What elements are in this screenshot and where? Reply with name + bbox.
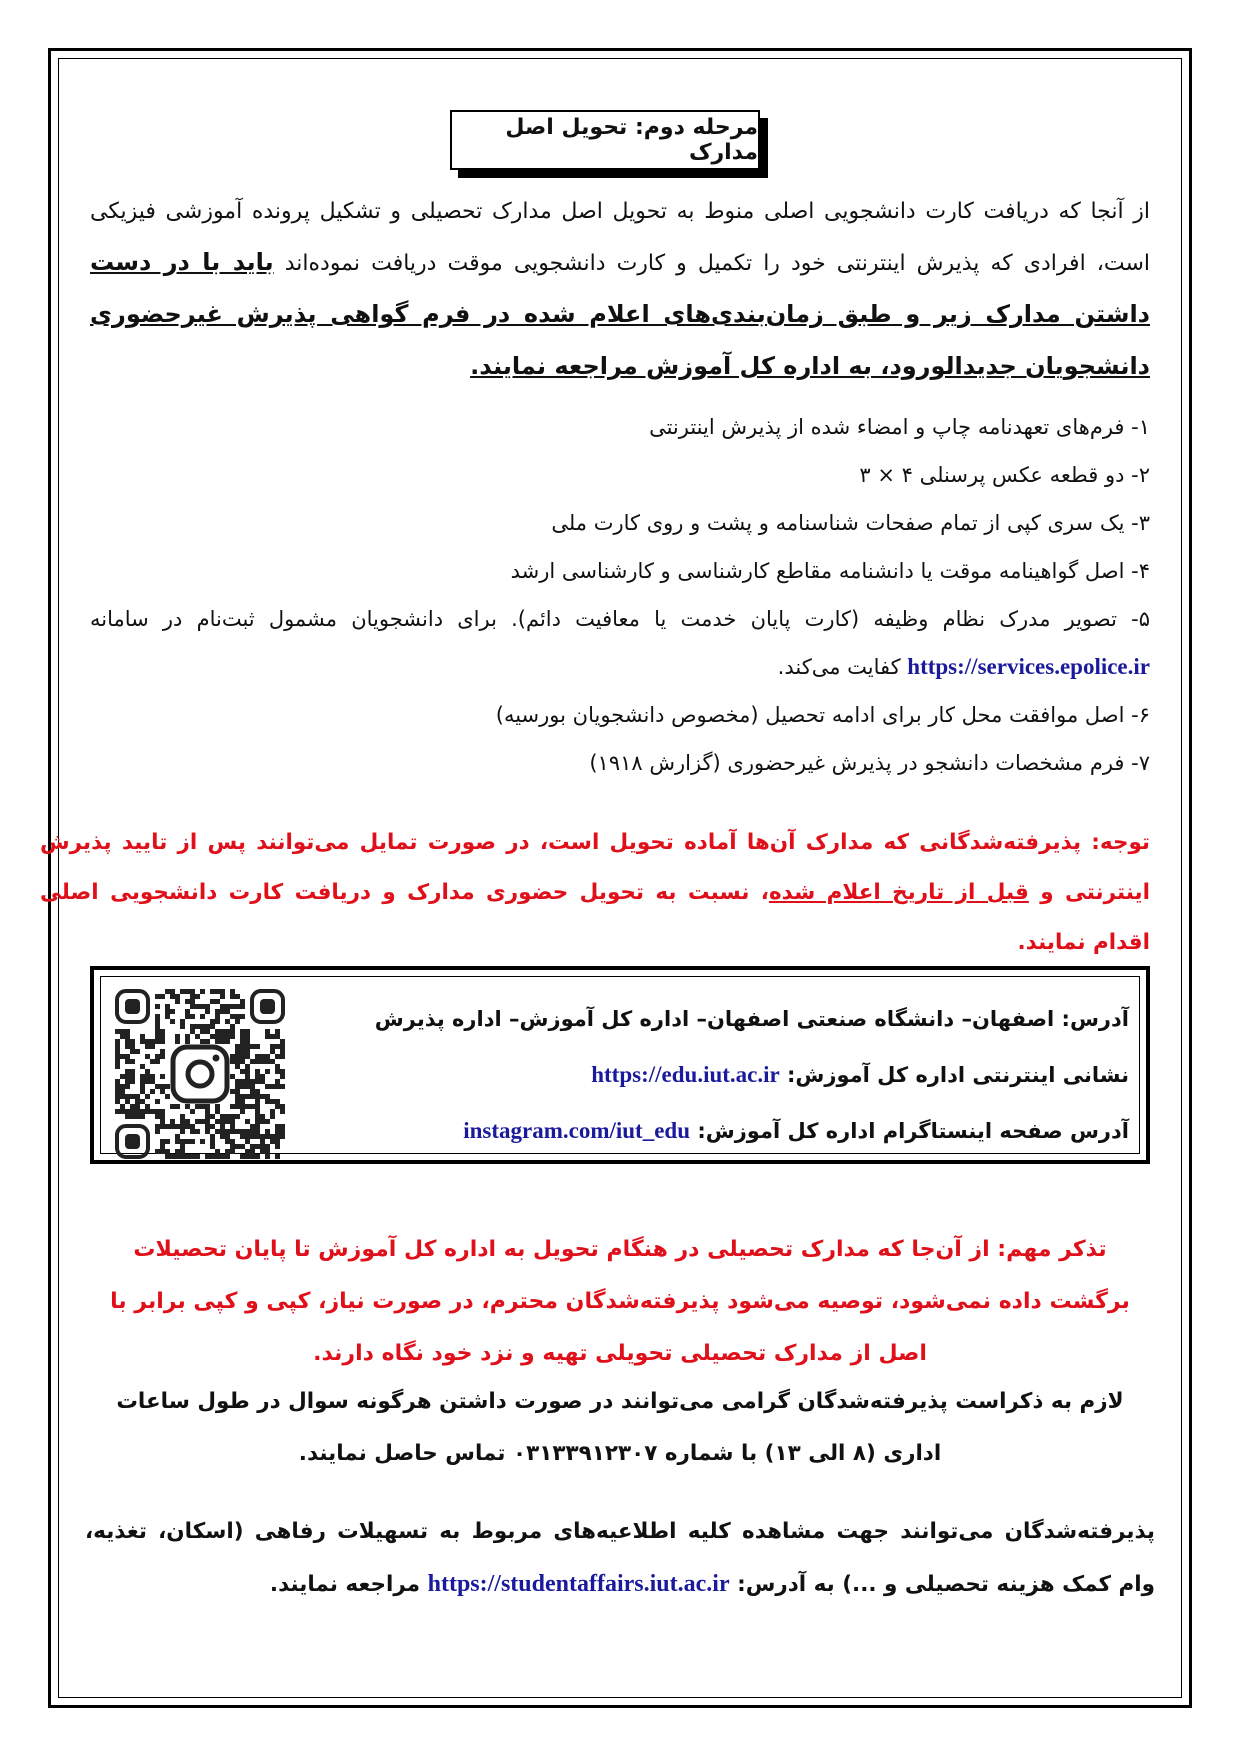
website-line xyxy=(349,1047,1129,1103)
welfare-text: پذیرفته‌شدگان می‌توانند جهت مشاهده کلیه اطلاعیه‌های مربوط به تسهیلات رفاهی (اسکان، تغذیه، وام کمک هزینه تحصیلی و ...) به آدرس: xyxy=(85,1519,1155,1597)
address-line: آدرس: اصفهان– دانشگاه صنعتی اصفهان– اداره کل آموزش– اداره پذیرش xyxy=(374,1007,1129,1031)
welfare-tail: مراجعه نمایند. xyxy=(269,1572,428,1597)
notice-part-1: توجه: پذیرفته‌شدگانی که مدارک آن‌ها آماده تحویل است، در صورت تمایل می‌توانند پس از تایید پذیرش اینترنتی و xyxy=(40,830,1150,905)
website-link[interactable]: https://edu.iut.ac.ir xyxy=(591,1062,780,1087)
list-item xyxy=(90,595,1150,691)
contact-lines xyxy=(349,991,1129,1159)
website-label: نشانی اینترنتی اداره کل آموزش: xyxy=(787,1063,1129,1087)
epolice-link[interactable]: https://services.epolice.ir xyxy=(907,654,1150,679)
intro-paragraph xyxy=(90,186,1150,393)
list-item: ۲- دو قطعه عکس پرسنلی ۴ × ۳ xyxy=(859,463,1150,487)
list-item: ۷- فرم مشخصات دانشجو در پذیرش غیرحضوری (گزارش ۱۹۱۸) xyxy=(589,751,1150,775)
contact-box xyxy=(90,966,1150,1164)
notice-underlined: قبل از تاریخ اعلام شده xyxy=(768,880,1029,905)
reminder-paragraph: تذکر مهم: از آن‌جا که مدارک تحصیلی در هنگام تحویل به اداره کل آموزش تا پایان تحصیلات برگشت داده نمی‌شود، توصیه می‌شود پذیرفته‌شدگان محترم، در صورت نیاز، کپی و کپی برابر با اصل از مدارک تحصیلی تحویلی تهیه و نزد خود نگاه دارند. xyxy=(110,1237,1130,1366)
notice-paragraph xyxy=(40,818,1150,968)
phone-note-paragraph: لازم به ذکراست پذیرفته‌شدگان گرامی می‌توانند در صورت داشتن هرگونه سوال در طول ساعات اداری (۸ الی ۱۳) با شماره ۰۳۱۳۳۹۱۲۳۰۷ تماس حاصل نمایند. xyxy=(116,1389,1124,1466)
stage-title-wrap xyxy=(90,110,1150,180)
studentaffairs-link[interactable]: https://studentaffairs.iut.ac.ir xyxy=(427,1571,730,1597)
intro-emphasis: باید با در دست داشتن مدارک زیر و طبق زمان‌بندی‌های اعلام شده در فرم گواهی پذیرش غیرحضوری دانشجویان جدیدالورود، به اداره کل آموزش مراجعه نمایند. xyxy=(90,248,1150,380)
contact-box-inner xyxy=(100,976,1140,1154)
instagram-qr-code-icon[interactable] xyxy=(115,989,285,1159)
list-item: ۶- اصل موافقت محل کار برای ادامه تحصیل (مخصوص دانشجویان بورسیه) xyxy=(495,703,1150,727)
requirements-list xyxy=(90,403,1150,787)
notice-part-2: ، نسبت به تحویل حضوری مدارک و دریافت کارت دانشجویی اصلی اقدام نمایند. xyxy=(40,880,1150,955)
instagram-link[interactable]: instagram.com/iut_edu xyxy=(463,1118,691,1143)
list-item: ۱- فرم‌های تعهدنامه چاپ و امضاء شده از پذیرش اینترنتی xyxy=(649,415,1150,439)
instagram-line xyxy=(349,1103,1129,1159)
requirement-5-text: ۵- تصویر مدرک نظام وظیفه (کارت پایان خدمت یا معافیت دائم). برای دانشجویان مشمول ثبت‌نام در سامانه xyxy=(90,607,1150,631)
list-item: ۳- یک سری کپی از تمام صفحات شناسنامه و پشت و روی کارت ملی xyxy=(551,511,1150,535)
instagram-label: آدرس صفحه اینستاگرام اداره کل آموزش: xyxy=(697,1119,1129,1143)
list-item: ۴- اصل گواهینامه موقت یا دانشنامه مقاطع کارشناسی و کارشناسی ارشد xyxy=(510,559,1150,583)
requirement-5-tail: کفایت می‌کند. xyxy=(777,655,908,679)
welfare-paragraph xyxy=(85,1506,1155,1611)
intro-text: از آنجا که دریافت کارت دانشجویی اصلی منوط به تحویل اصل مدارک تحصیلی و تشکیل پرونده آموزشی فیزیکی است، افرادی که پذیرش اینترنتی خود را تکمیل و کارت دانشجویی موقت دریافت نموده‌اند xyxy=(90,199,1150,276)
stage-title: مرحله دوم: تحویل اصل مدارک xyxy=(450,110,760,170)
